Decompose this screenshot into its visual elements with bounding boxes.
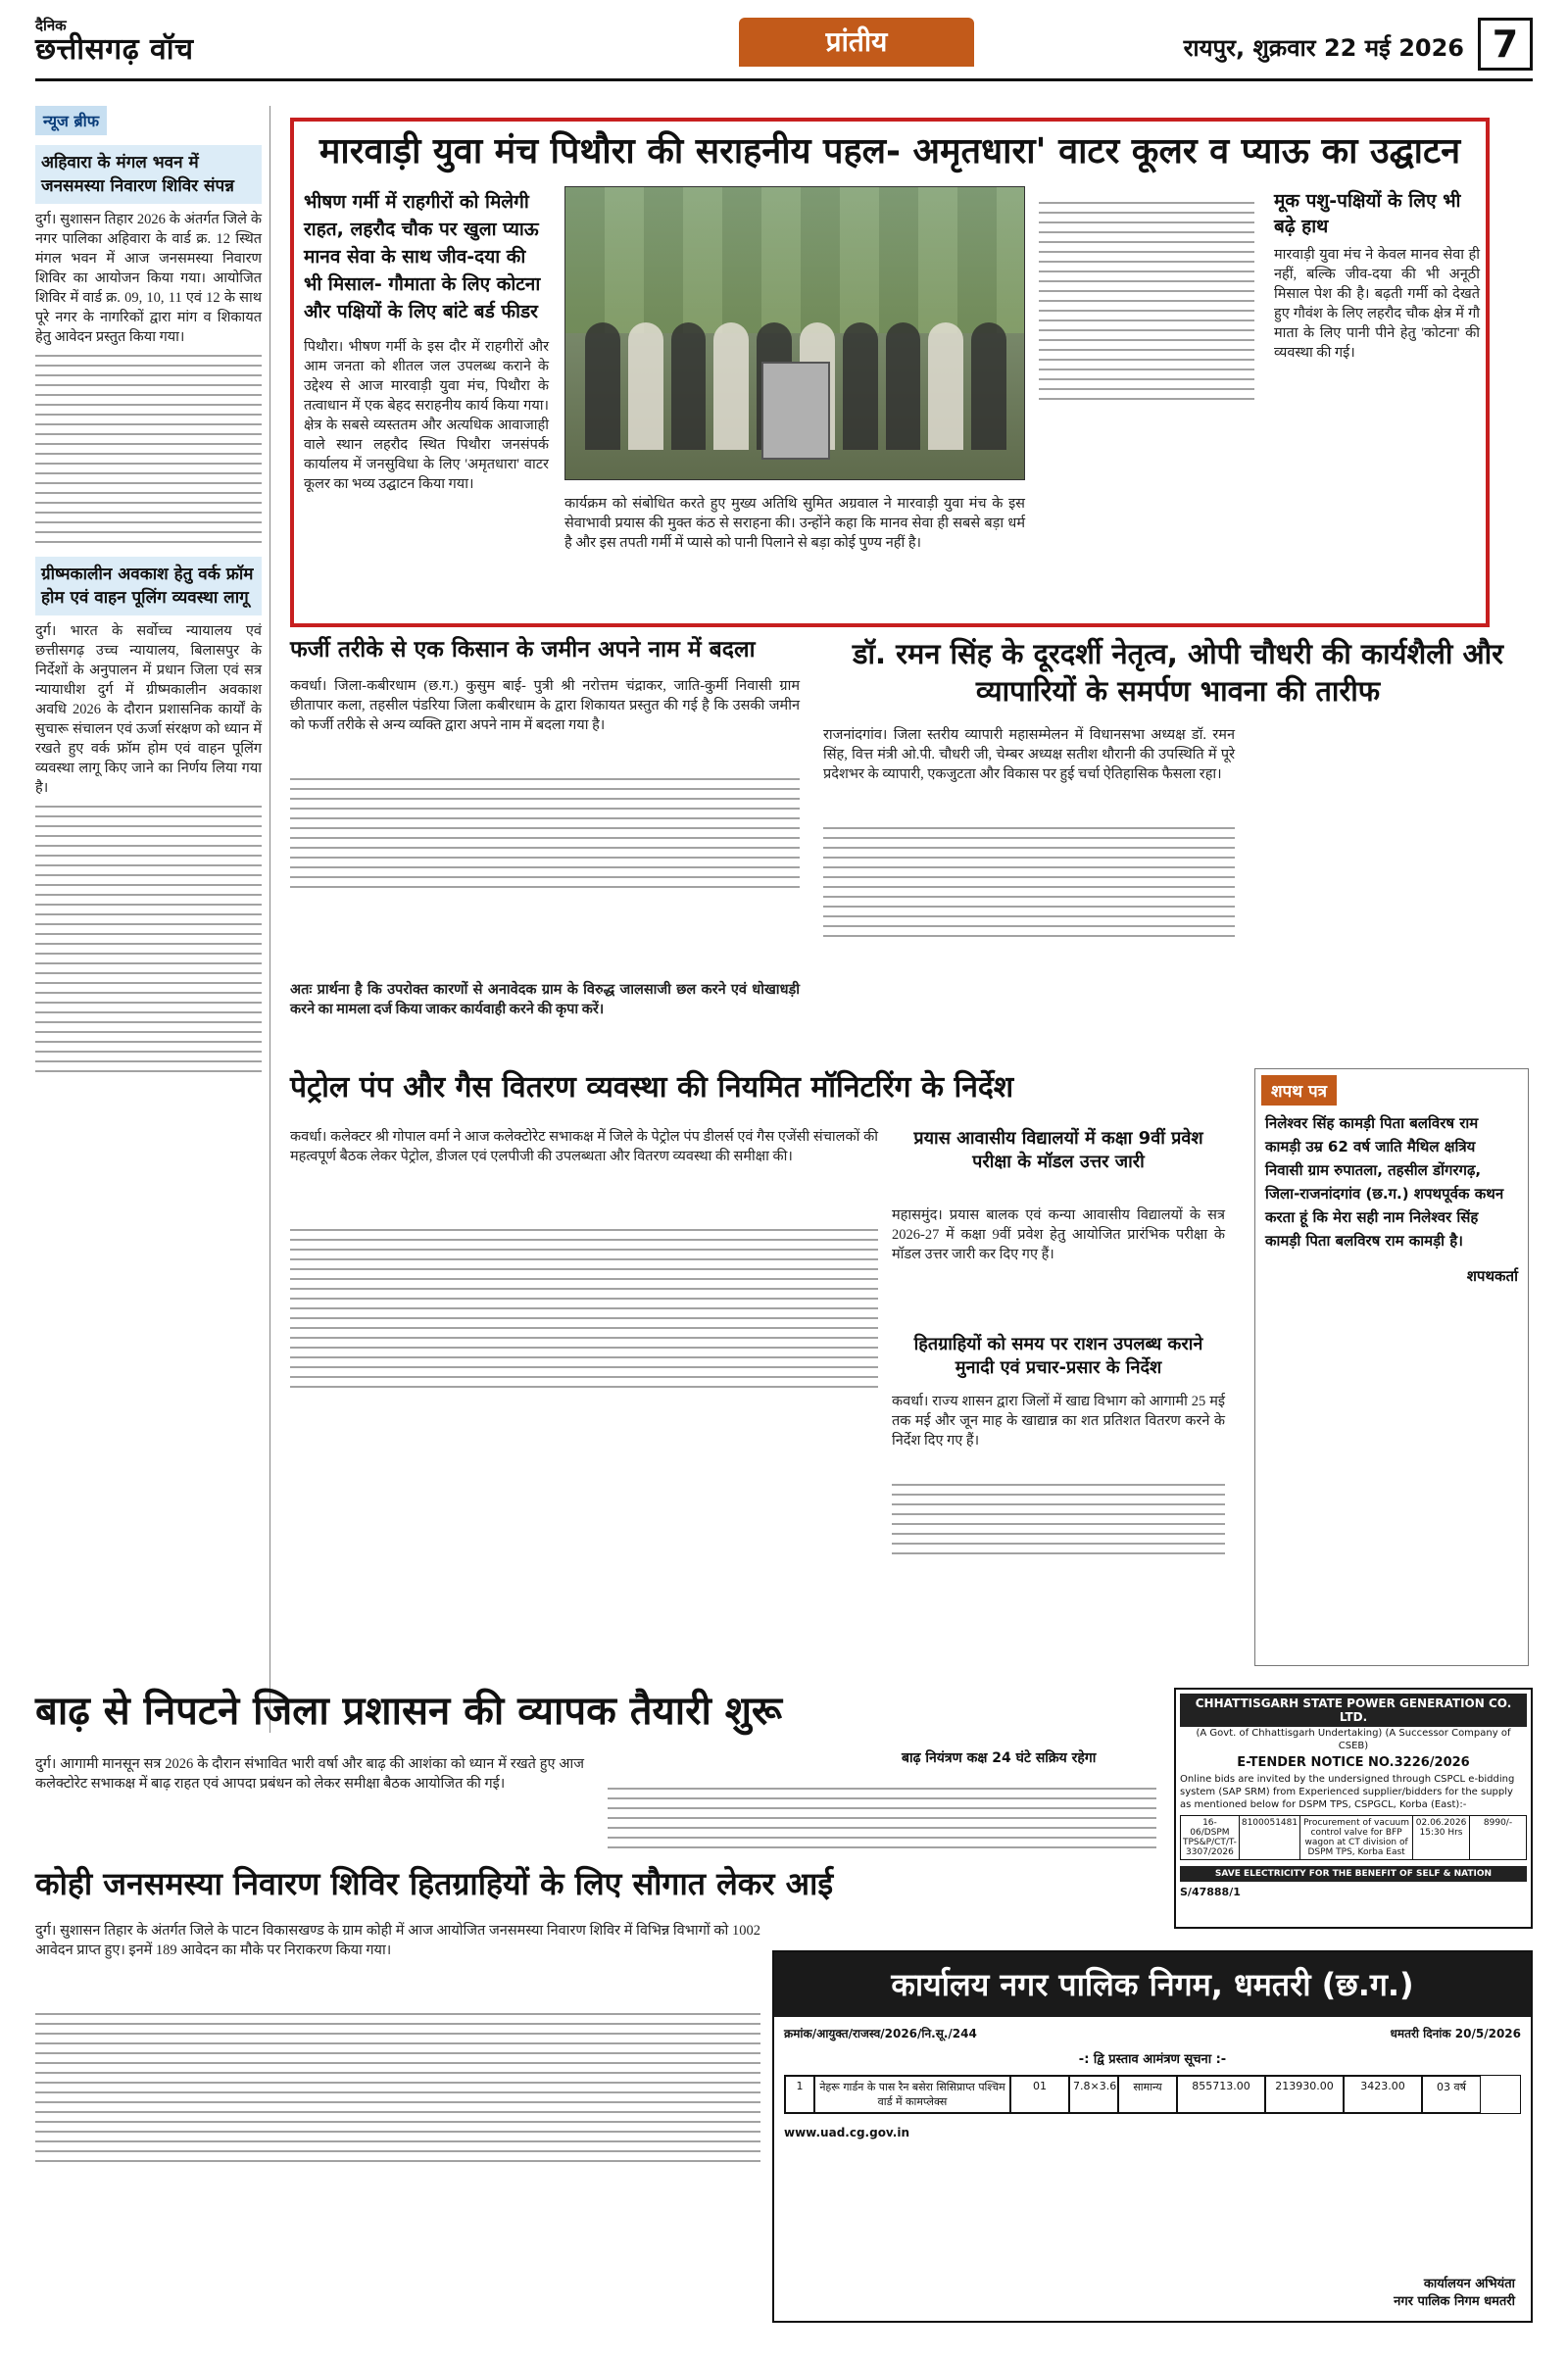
oath-signer: शपथकर्ता <box>1466 1267 1518 1285</box>
text-lines <box>35 2005 760 2170</box>
brief-headline: ग्रीष्मकालीन अवकाश हेतु वर्क फ्रॉम होम एवं वाहन पूलिंग व्यवस्था लागू <box>35 557 262 615</box>
story-headline: पेट्रोल पंप और गैस वितरण व्यवस्था की नियमित मॉनिटरिंग के निर्देश <box>290 1070 1014 1105</box>
nigam-title: कार्यालय नगर पालिक निगम, धमतरी (छ.ग.) <box>774 1952 1531 2017</box>
photo-person <box>671 322 707 450</box>
nigam-meta <box>774 2017 1531 2049</box>
lead-body-left: पिथौरा। भीषण गर्मी के इस दौर में राहगीरों और आम जनता को शीतल जल उपलब्ध कराने के उद्देश्य से आज मारवाड़ी युवा मंच, पिथौरा के तत्वाधान में एक बेहद सराहनीय कार्य किया गया। क्षेत्र के सबसे व्यस्ततम और अत्यधिक आवाजाही वाले स्थान लहरौद स्थित पिथौरा जनसंपर्क कार्यालय में जनसुविधा के लिए 'अमृतधारा' वाटर कूलर का भव्य उद्घाटन किया गया। <box>304 339 549 492</box>
story-body: दुर्ग। सुशासन तिहार के अंतर्गत जिले के पाटन विकासखण्ड के ग्राम कोही में आज आयोजित जनसमस्या निवारण शिविर में विभिन्न विभागों को 1002 आवेदन प्राप्त हुए। इनमें 189 आवेदन का मौके पर निराकरण किया गया। <box>35 1923 760 1958</box>
lead-right-column <box>1274 188 1480 363</box>
nigam-cell: 01 <box>1010 2076 1069 2113</box>
news-brief-column <box>35 106 270 1733</box>
story-body: महासमुंद। प्रयास बालक एवं कन्या आवासीय विद्यालयों के सत्र 2026-27 में कक्षा 9वीं प्रवेश हेतु आयोजित प्रारंभिक परीक्षा के मॉडल उत्तर जारी कर दिए गए हैं। <box>892 1207 1225 1262</box>
nigam-advertisement <box>772 1950 1533 2323</box>
masthead <box>35 18 1533 73</box>
text-lines <box>35 355 262 543</box>
nigam-table <box>784 2075 1521 2114</box>
flood-control-room: बाढ़ नियंत्रण कक्ष 24 घंटे सक्रिय रहेगा <box>902 1750 1097 1766</box>
nigam-ref-no: क्रमांक/आयुक्त/राजस्व/2026/नि.सू./244 <box>784 2027 977 2040</box>
story-headline: कोही जनसमस्या निवारण शिविर हितग्राहियों के लिए सौगात लेकर आई <box>35 1865 834 1902</box>
nigam-sign-line: कार्यालयन अभियंता <box>1423 2277 1515 2291</box>
text-lines <box>290 770 800 896</box>
nigam-cell: 7.8×3.6 <box>1069 2076 1118 2113</box>
story-headline: बाढ़ से निपटने जिला प्रशासन की व्यापक तैयारी शुरू <box>35 1689 783 1734</box>
lead-story <box>290 118 1490 627</box>
nigam-cell: 3423.00 <box>1344 2076 1422 2113</box>
tender-advertisement <box>1174 1688 1533 1929</box>
tender-intro: Online bids are invited by the undersigned through CSPCL e-bidding system (SAP SRM) from Experienced supplier/bidders for the supply as mentioned below for DSPM TPS, CSPGCL, Korba (East):- <box>1180 1774 1515 1810</box>
photo-person <box>971 322 1006 450</box>
brand-small: दैनिक <box>35 17 67 34</box>
brief-body: दुर्ग। सुशासन तिहार 2026 के अंतर्गत जिले के नगर पालिका अहिवारा के वार्ड क्र. 12 स्थित मंगल भवन में आज जनसमस्या निवारण शिविर का आयोजन किया गया। आयोजित शिविर में वार्ड क्र. 09, 10, 11 एवं 12 के साथ पूरे नगर के नागरिकों द्वारा मांग व शिकायत हेतु आवेदन प्रस्तुत किया गया। <box>35 212 262 345</box>
story-body: राजनांदगांव। जिला स्तरीय व्यापारी महासम्मेलन में विधानसभा अध्यक्ष डॉ. रमन सिंह, वित्त मंत्री ओ.पी. चौधरी जी, चेम्बर अध्यक्ष सतीश थौरानी की उपस्थिति में पूरे प्रदेशभर के व्यापारी, एकजुटता और विकास पर हुई चर्चा ऐतिहासिक फैसला रहा। <box>823 727 1235 782</box>
oath-label: शपथ पत्र <box>1261 1075 1337 1106</box>
lead-headline: मारवाड़ी युवा मंच पिथौरा की सराहनीय पहल- अमृतधारा' वाटर कूलर व प्याऊ का उद्घाटन <box>318 131 1461 172</box>
tender-cell: 16-06/DSPM TPS&P/CT/T-3307/2026 <box>1183 1818 1237 1857</box>
text-lines <box>823 819 1235 945</box>
tender-cell: 02.06.2026 15:30 Hrs <box>1413 1816 1469 1859</box>
nigam-sign-line: नगर पालिक निगम धमतरी <box>1394 2294 1515 2309</box>
nigam-cell: 213930.00 <box>1265 2076 1344 2113</box>
story-appeal: अतः प्रार्थना है कि उपरोक्त कारणों से अनावेदक ग्राम के विरुद्ध जालसाजी छल करने एवं धोखाधड़ी करने का मामला दर्ज किया जाकर कार्यवाही करने की कृपा करें। <box>290 982 800 1017</box>
tender-notice-no: E-TENDER NOTICE NO.3226/2026 <box>1237 1755 1470 1770</box>
photo-person <box>843 322 878 450</box>
text-lines <box>290 1221 878 1396</box>
water-cooler <box>761 362 830 460</box>
tender-company: CHHATTISGARH STATE POWER GENERATION CO. LTD. <box>1180 1694 1527 1727</box>
photo-person <box>628 322 663 450</box>
story-body: कवर्धा। कलेक्टर श्री गोपाल वर्मा ने आज कलेक्टोरेट सभाकक्ष में जिले के पेट्रोल पंप डीलर्स एवं गैस एजेंसी संचालकों की महत्वपूर्ण बैठक लेकर पेट्रोल, डीजल एवं एलपीजी की उपलब्धता और वितरण व्यवस्था की समीक्षा की। <box>290 1129 878 1164</box>
story-headline: डॉ. रमन सिंह के दूरदर्शी नेतृत्व, ओपी चौधरी की कार्यशैली और व्यापारियों के समर्पण भावना की तारीफ <box>852 637 1504 708</box>
photo-person <box>585 322 620 450</box>
brief-body: दुर्ग। भारत के सर्वोच्च न्यायालय एवं छत्तीसगढ़ उच्च न्यायालय, बिलासपुर के निर्देशों के अनुपालन में प्रधान जिला एवं सत्र न्यायाधीश दुर्ग में ग्रीष्मकालीन अवकाश अवधि 2026 के दौरान प्रशासनिक कार्यों के सुचारू संचालन एवं ऊर्जा संरक्षण को ध्यान में रखते हुए वर्क फ्रॉम होम एवं वाहन पूलिंग व्यवस्था लागू किए जाने का निर्णय लिया गया है। <box>35 623 262 796</box>
lead-body-right: मारवाड़ी युवा मंच ने केवल मानव सेवा ही नहीं, बल्कि जीव-दया की भी अनूठी मिसाल पेश की है। बढ़ती गर्मी को देखते हुए गौवंश के लिए लहरौद चौक क्षेत्र में गौ माता के लिए पानी पीने हेतु 'कोटना' की व्यवस्था की गई। <box>1274 247 1480 361</box>
section-tab: प्रांतीय <box>739 18 974 67</box>
tender-cell: 8100051481 <box>1240 1816 1299 1859</box>
nigam-notice-title: -: द्वि प्रस्ताव आमंत्रण सूचना :- <box>1078 2052 1227 2067</box>
dateline: रायपुर, शुक्रवार 22 मई 2026 <box>1183 34 1464 62</box>
tender-table <box>1180 1815 1527 1860</box>
nigam-cell: सामान्य <box>1118 2076 1177 2113</box>
nigam-cell: 03 वर्ष <box>1422 2076 1481 2113</box>
brand-name: छत्तीसगढ़ वॉच <box>35 32 194 67</box>
story-body: दुर्ग। आगामी मानसून सत्र 2026 के दौरान संभावित भारी वर्षा और बाढ़ की आशंका को ध्यान में रखते हुए आज कलेक्टोरेट सभाकक्ष में बाढ़ राहत एवं आपदा प्रबंधन को लेकर समीक्षा बैठक आयोजित की गई। <box>35 1756 584 1792</box>
nigam-signature <box>1394 2276 1515 2311</box>
story-body: कवर्धा। जिला-कबीरधाम (छ.ग.) कुसुम बाई- पुत्री श्री नरोत्तम चंद्राकर, जाति-कुर्मी निवासी ग्राम छीतापार कला, तहसील पंडरिया जिला कबीरधाम के द्वारा शिकायत प्रस्तुत की गई है कि उसकी जमीन को फर्जी तरीके से अन्य व्यक्ति द्वारा अपने नाम में बदला गया है। <box>290 678 800 733</box>
nigam-website: www.uad.cg.gov.in <box>784 2126 909 2139</box>
tender-sub: (A Govt. of Chhattisgarh Undertaking) (A Successor Company of CSEB) <box>1196 1728 1511 1751</box>
photo-trees <box>565 187 1024 333</box>
brief-headline: अहिवारा के मंगल भवन में जनसमस्या निवारण शिविर संपन्न <box>35 145 262 204</box>
story-headline: प्रयास आवासीय विद्यालयों में कक्षा 9वीं प्रवेश परीक्षा के मॉडल उत्तर जारी <box>913 1128 1203 1172</box>
tender-cell: 8990/- <box>1470 1816 1526 1859</box>
oath-notice-box <box>1254 1068 1529 1666</box>
tender-cell: Procurement of vacuum control valve for BFP wagon at CT division of DSPM TPS, Korba East <box>1300 1816 1412 1859</box>
story-headline: फर्जी तरीके से एक किसान के जमीन अपने नाम में बदला <box>290 637 756 663</box>
lead-subhead: मूक पशु-पक्षियों के लिए भी बढ़े हाथ <box>1274 190 1461 237</box>
brief-label: न्यूज ब्रीफ <box>35 106 107 135</box>
masthead-rule <box>35 78 1533 81</box>
text-lines <box>892 1476 1225 1562</box>
lead-photo <box>564 186 1025 480</box>
lead-body-mid: कार्यक्रम को संबोधित करते हुए मुख्य अतिथि सुमित अग्रवाल ने मारवाड़ी युवा मंच के इस सेवाभावी प्रयास की मुक्त कंठ से सराहना की। उन्होंने कहा कि मानव सेवा ही सबसे बड़ा धर्म है और इस तपती गर्मी में प्यासे को पानी पिलाने से बड़ा कोई पुण्य नहीं है। <box>564 496 1025 551</box>
photo-person <box>886 322 921 450</box>
photo-person <box>713 322 749 450</box>
text-lines <box>35 806 262 1072</box>
text-lines <box>1039 194 1254 408</box>
story-headline: हितग्राहियों को समय पर राशन उपलब्ध कराने मुनादी एवं प्रचार-प्रसार के निर्देश <box>913 1334 1203 1378</box>
photo-person <box>928 322 963 450</box>
tender-ref: S/47888/1 <box>1180 1886 1241 1898</box>
tender-slogan: SAVE ELECTRICITY FOR THE BENEFIT OF SELF & NATION <box>1180 1866 1527 1882</box>
page-number: 7 <box>1478 18 1533 71</box>
lead-kicker: भीषण गर्मी में राहगीरों को मिलेगी राहत, लहरौद चौक पर खुला प्याऊ मानव सेवा के साथ जीव-दया की भी मिसाल- गौमाता के लिए कोटना और पक्षियों के लिए बांटे बर्ड फीडर <box>304 191 541 322</box>
nigam-date: धमतरी दिनांक 20/5/2026 <box>1390 2027 1521 2040</box>
nigam-cell: 855713.00 <box>1177 2076 1265 2113</box>
oath-text: निलेश्वर सिंह कामड़ी पिता बलविरष राम कामड़ी उम्र 62 वर्ष जाति मैथिल क्षत्रिय निवासी ग्राम रुपातला, तहसील डोंगरगढ़, जिला-राजनांदगांव (छ.ग.) शपथपूर्वक कथन करता हूं कि मेरा सही नाम निलेश्वर सिंह कामड़ी पिता बलविरष राम कामड़ी है। <box>1265 1114 1504 1250</box>
story-body: कवर्धा। राज्य शासन द्वारा जिलों में खाद्य विभाग को आगामी 25 मई तक मई और जून माह के खाद्यान्न का शत प्रतिशत वितरण करने के निर्देश दिए गए हैं। <box>892 1394 1225 1449</box>
nigam-cell: 1 <box>785 2076 814 2113</box>
nigam-cell: नेहरू गार्डन के पास रैन बसेरा सिसिप्राप्त पश्चिम वार्ड में कामप्लेक्स <box>814 2076 1010 2113</box>
brand-logo <box>35 18 329 67</box>
text-lines <box>608 1780 1156 1856</box>
